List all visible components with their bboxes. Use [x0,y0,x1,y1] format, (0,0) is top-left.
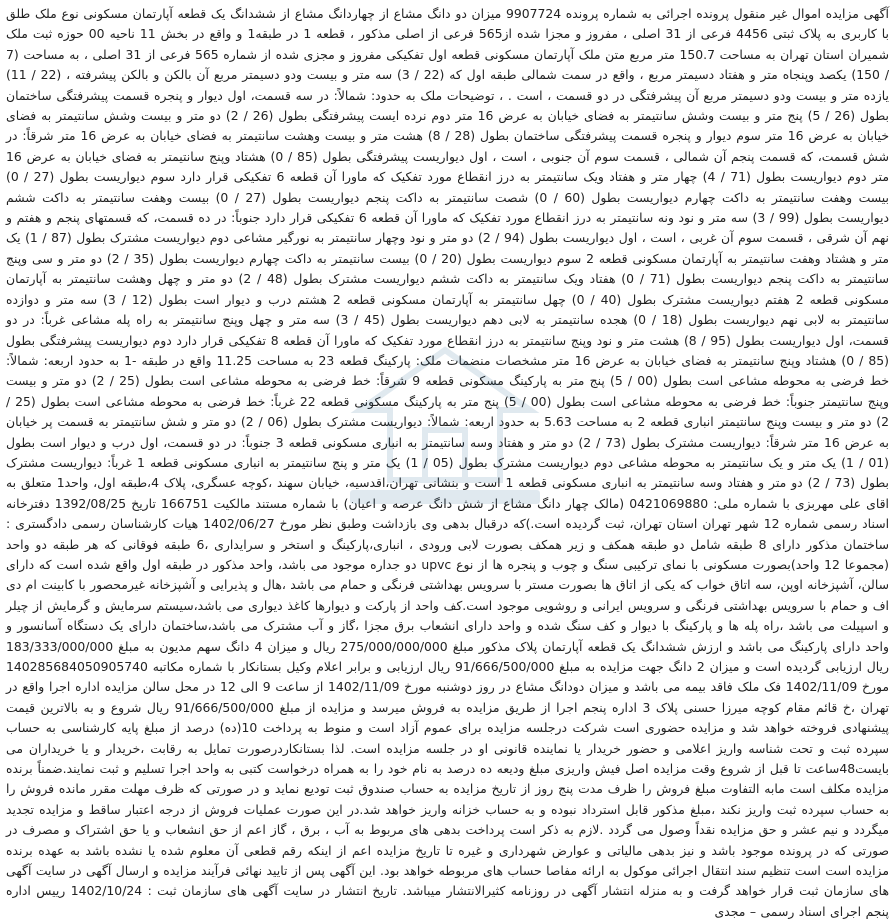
auction-notice-body: آگهی مزایده اموال غیر منقول پرونده اجرائی به شماره پرونده 9907724 میزان دو دانگ مشاع از چهاردانگ مشاع از ششدانگ یک قطعه آپارتمان مسکونی نوع ملک طلق با کاربری به پلاک ثبتی 4456 فرعی از 31 اصلی ، مفروز و مجزا شده از565 فرعی از اصلی مذکور ، قطعه 1 در طبقه1 و واقع در بخش 11 ناحیه 00 حوزه ثبت ملک شمیران استان تهران به مساحت 150.7 متر مربع متن ملک آپارتمان مسکونی قطعه اول تفکیکی مفروز و مجزی شده از شماره 565 فرعی از 31 اصلی ، به مساحت (7 / 150) یکصد وپنجاه متر و هفتاد دسیمتر مربع ، واقع در سمت شمالی طبقه اول که (22 / 3) سه متر و بیست ودو دسیمتر مربع آن بالکن و بالکن پیشرفته ، (22 / 11) یازده متر و بیست ودو دسیمتر مربع آن پیشرفتگی در دو قسمت ، است . ، توضیحات ملک به حدود: شمالاً: در سه قسمت، اول دیوار و پنجره قسمت پیشرفتگی ساختمان بطول (26 / 5) پنج متر و بیست وشش سانتیمتر به فضای خیابان به عرض 16 متر دوم نرده ایست پیشرفتگی بطول (26 / 2) دو متر و بیست وشش سانتیمتر به فضای خیابان به عرض 16 متر سوم دیوار و پنجره قسمت پیشرفتگی ساختمان بطول (28 / 8) هشت متر و بیست وهشت سانتیمتر به فضای خیابان به عرض 16 متر شرقاً: در شش قسمت، که قسمت پنجم آن شمالی ، قسمت سوم آن جنوبی ، است ، اول دیواریست پیشرفتگی بطول (85 / 0) هشتاد وپنج سانتیمتر به فضای خیابان به عرض 16 متر دوم دیواریست بطول (71 / 4) چهار متر و هفتاد ویک سانتیمتر به درز انقطاع مورد تفکیک که ماورا آن قطعه 6 تفکیکی قرار دارد سوم دیواریست بطول (27 / 0) بیست وهفت سانتیمتر به داکت چهارم دیواریست بطول (60 / 0) شصت سانتیمتر به داکت پنجم دیواریست بطول (27 / 0) بیست وهفت سانتیمتر به داکت ششم دیواریست بطول (99 / 3) سه متر و نود ونه سانتیمتر به درز انقطاع مورد تفکیک که ماورا آن قطعه 6 تفکیکی قرار دارد جنوباً: در ده قسمت، که قسمتهای پنجم و هفتم و نهم آن شرقی ، قسمت سوم آن غربی ، است ، اول دیواریست بطول (94 / 2) دو متر و نود وچهار سانتیمتر به نورگیر مشاعی دوم دیواریست مشترک بطول (87 / 1) یک متر و هشتاد وهفت سانتیمتر به آپارتمان مسکونی قطعه 2 سوم دیواریست بطول (20 / 0) بیست سانتیمتر به داکت چهارم دیواریست بطول (35 / 2) دو متر و سی وپنج سانتیمتر به داکت پنجم دیواریست بطول (71 / 0) هفتاد ویک سانتیمتر به داکت ششم دیواریست مشترک بطول (48 / 2) دو متر و چهل وهشت سانتیمتر به آپارتمان مسکونی قطعه 2 هفتم دیواریست مشترک بطول (40 / 0) چهل سانتیمتر به آپارتمان مسکونی قطعه 2 هشتم درب و دیوار است بطول (12 / 3) سه متر و دوازده سانتیمتر به لابی نهم دیواریست بطول (18 / 0) هجده سانتیمتر به لابی دهم دیواریست بطول (45 / 3) سه متر و چهل وپنج سانتیمتر به راه پله مشاعی غرباً: در دو قسمت، اول دیواریست بطول (95 / 8) هشت متر و نود وپنج سانتیمتر به درز انقطاع مورد تفکیک که ماورا آن قطعه 8 تفکیکی قرار دارد دوم دیواریست پیشرفتگی بطول (85 / 0) هشتاد وپنج سانتیمتر به فضای خیابان به عرض 16 متر مشخصات منضمات ملک: پارکینگ قطعه 23 به مساحت 11.25 واقع در طبقه -1 به حدود اربعه: شمالاً: خط فرضی به محوطه مشاعی است بطول (00 / 5) پنج متر به پارکینگ مسکونی قطعه 9 شرقاً: خط فرضی به محوطه مشاعی است بطول (25 / 2) دو متر و بیست وپنج سانتیمتر جنوباً: خط فرضی به محوطه مشاعی است بطول (00 / 5) پنج متر به پارکینگ مسکونی قطعه 22 غرباً: خط فرضی به محوطه مشاعی است بطول (25 / 2) دو متر و بیست وپنج سانتیمتر انباری قطعه 2 به مساحت 5.63 به حدود اربعه: شمالاً: دیواریست مشترک بطول (06 / 2) دو متر و شش سانتیمتر به قسمت پر خیابان به عرض 16 متر شرقاً: دیواریست مشترک بطول (73 / 2) دو متر و هفتاد وسه سانتیمتر به انباری مسکونی قطعه 3 جنوباً: در دو قسمت، اول درب و دیوار است بطول (01 / 1) یک متر و یک سانتیمتر به محوطه مشاعی دوم دیواریست مشترک بطول (05 / 1) یک متر و پنج سانتیمتر به انباری مسکونی قطعه 1 غرباً: دیواریست مشترک بطول (73 / 2) دو متر و هفتاد وسه سانتیمتر به انباری مسکونی قطعه 1 است و بنشانی تهران،اقدسیه، خیابان سهند ،کوچه عسگری، پلاک 4،طبقه اول، واحد1 متعلق به اقای علی مهربزی با شماره ملی: 0421069880 (مالک چهار دانگ مشاع از شش دانگ عرصه و اعیان) با شماره مستند مالکیت 166751 تاریخ 1392/08/25 دفترخانه اسناد رسمی شماره 12 شهر تهران استان تهران، ثبت گردیده است.)که درقبال بدهی وی بازداشت وطبق نظر مورخ 1402/06/27 هیات کارشناسان رسمی دادگستری : ساختمان مذکور دارای 8 طبقه شامل دو طبقه همکف و زیر همکف بصورت لابی ورودی ، انباری،پارکینگ و استخر و سرایداری ،6 طبقه فوقانی که هر طبقه دو واحد (مجموعا 12 واحد)بصورت مسکونی با نمای ترکیبی سنگ و چوب و پنجره ها از نوع upvc دو جداره موجود می باشد، واحد مذکور در طبقه اول واقع شده است که دارای سالن، آشپزخانه اوپن، سه اتاق خواب که یکی از اتاق ها بصورت مستر با سرویس بهداشتی فرنگی و حمام می باشد ،هال و پذیرایی و آشپزخانه غیرمحصور با کابینت ام دی اف و حمام با سرویس بهداشتی فرنگی و سرویس ایرانی و روشویی موجود است.کف واحد از پارکت و دیوارها کاغذ دیواری می باشد،سیستم سرمایش و گرمایش از چیلر و اسپیلت می باشد ،راه پله ها و پارکینگ با دیوار و کف سنگ شده و واحد دارای انشعاب برق مجزا ،گاز و آب مشترک می باشد،ساختمان دارای یک دستگاه آسانسور و واحد دارای پارکینگ می باشد و ارزش ششدانگ یک قطعه آپارتمان پلاک مذکور مبلغ 275/000/000/000 ریال و میزان 4 دانگ سهم مدیون به مبلغ 183/333/000/000 ریال ارزیابی گردیده است و میزان 2 دانگ جهت مزایده به مبلغ 91/666/500/000 ریال ارزیابی و برابر اعلام وکیل بستانکار با شماره مکاتبه 140285684050905740 مورخ 1402/11/09 فک ملک فاقد بیمه می باشد و میزان دودانگ مشاع در روز دوشنبه مورخ 1402/11/09 از ساعت 9 الی 12 در محل سالن مزایده اداره اجرا واقع در تهران ،خ قائم مقام کوچه میرزا حسنی پلاک 3 اداره پنجم اجرا از طریق مزایده به فروش میرسد و مزایده از مبلغ 91/666/500/000 ریال شروع و به بالاترین قیمت پیشنهادی فروخته خواهد شد و مزایده حضوری است شرکت درجلسه مزایده برای عموم آزاد است و منوط به پرداخت 10(ده) درصد از مبلغ پایه کارشناسی به حساب سپرده ثبت و تحت شناسه واریز اعلامی و حضور خریدار یا نماینده قانونی او در جلسه مزایده است. لذا بستانکاردرصورت تمایل به رقابت ،خریدار و یا خریداران می بایست48ساعت تا قبل از شروع وقت مزایده اصل فیش واریزی مبلغ ودیعه ده درصد به نام خود را به همراه درخواست کتبی به واحد اجرا تسلیم و ثبت نمایند.ضمناً برنده مزایده مکلف است مابه التفاوت مبلغ فروش را ظرف مدت پنج روز از تاریخ مزایده به حساب صندوق ثبت تودیع نماید و در صورتی که ظرف مهلت مقرر مانده فروش را به حساب سپرده ثبت واریز نکند ،مبلغ مذکور قابل استرداد نبوده و به حساب خزانه واریز خواهد شد.در این صورت عملیات فروش از درجه اعتبار ساقط و مزایده تجدید میگردد و نیم عشر و حق مزایده نقداً وصول می گردد .لازم به ذکر است پرداخت بدهی های مربوط به آب ، برق ، گاز اعم از حق انشعاب و یا حق اشتراک و مصرف در صورتی که در پرونده موجود باشد و نیز بدهی مالیاتی و عوارض شهرداری و غیره تا تاریخ مزایده اعم از اینکه رقم قطعی آن معلوم شده یا نشده باشد به عهده برنده مزایده است است تنظیم سند انتقال اجرائی موکول به ارائه مفاصا حساب های مربوطه خواهد بود. این آگهی پس از تایید نهائی فرآیند مزایده و ارسال آگهی در سایت آگهی های سازمان ثبت قرار خواهد گرفت و به منزله انتشار آگهی در روزنامه کثیرالانتشار میباشد. تاریخ انتشار در سایت آگهی های سازمان ثبت : 1402/10/24 رییس اداره پنجم اجرای اسناد رسمی – مجدی [6,6,890,919]
